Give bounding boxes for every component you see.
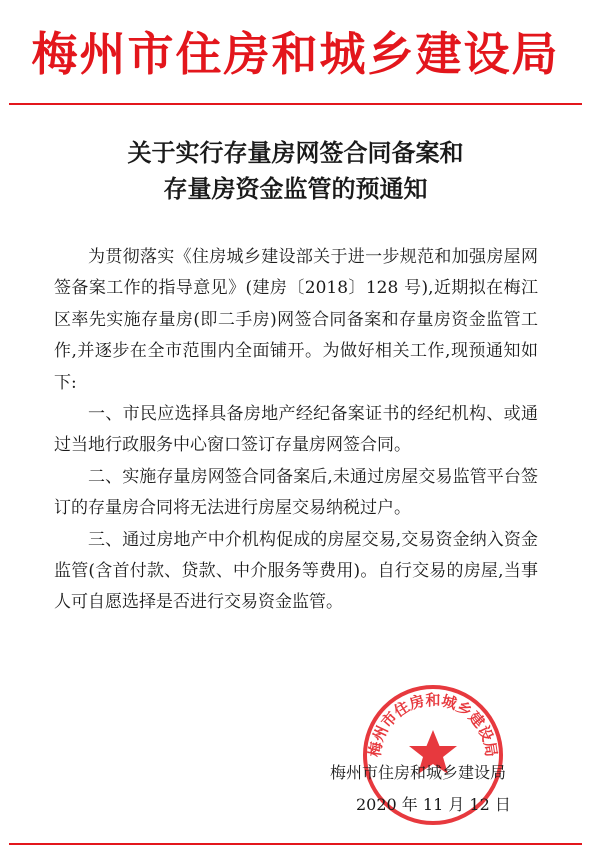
intro-paragraph: 为贯彻落实《住房城乡建设部关于进一步规范和加强房屋网签备案工作的指导意见》(建房〔2018〕128 号),近期拟在梅江区率先实施存量房(即二手房)网签合同备案和存量房资金监管工作,并逐步在全市范围内全面铺开。为做好相关工作,现预通知如下: xyxy=(54,247,538,393)
seal-arc-text: 梅州市住房和城乡建设局 xyxy=(365,691,501,759)
notice-title-line-2: 存量房资金监管的预通知 xyxy=(163,174,428,203)
agency-header: 梅州市住房和城乡建设局 xyxy=(31,27,560,81)
notice-item-1: 一、市民应选择具备房地产经纪备案证书的经纪机构、或通过当地行政服务中心窗口签订存量房网签合同。 xyxy=(54,404,538,456)
notice-item-3: 三、通过房地产中介机构促成的房屋交易,交易资金纳入资金监管(含首付款、贷款、中介服务等费用)。自行交易的房屋,当事人可自愿选择是否进行交易资金监管。 xyxy=(54,529,538,613)
header-red-rule xyxy=(9,103,582,105)
footer-red-rule xyxy=(9,843,582,845)
notice-item-2: 二、实施存量房网签合同备案后,未通过房屋交易监管平台签订的存量房合同将无法进行房屋交易纳税过户。 xyxy=(54,466,538,519)
signature-organization: 梅州市住房和城乡建设局 xyxy=(330,763,507,782)
signature-date: 2020 年 11 月 12 日 xyxy=(356,795,511,814)
notice-body xyxy=(54,242,538,619)
notice-title-line-1: 关于实行存量房网签合同备案和 xyxy=(127,138,464,167)
